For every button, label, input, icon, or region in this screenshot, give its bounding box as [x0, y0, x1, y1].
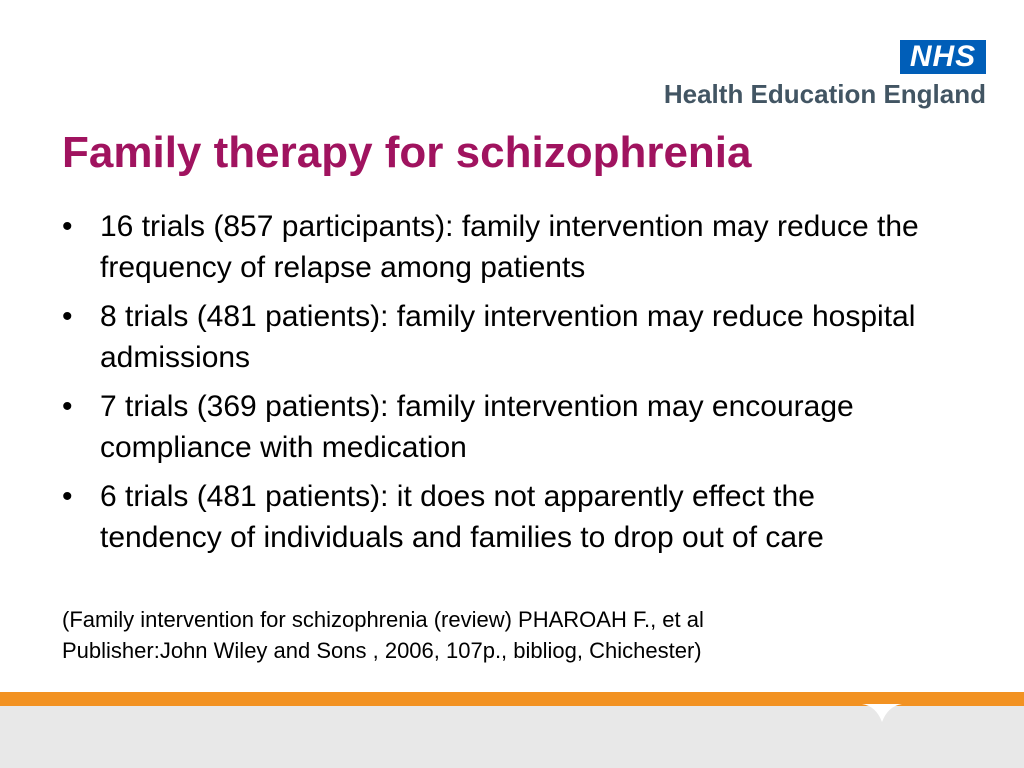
bullet-marker: • — [62, 210, 73, 243]
bullet-marker: • — [62, 300, 73, 333]
bullet-text: 6 trials (481 patients): it does not apparently effect the tendency of individuals and families to drop out of care — [100, 480, 824, 554]
nhs-logo-box: NHS — [900, 40, 986, 74]
nhs-hee-logo — [640, 40, 986, 112]
citation-line-1: (Family intervention for schizophrenia (review) PHAROAH F., et al — [62, 607, 704, 632]
bullet-text: 7 trials (369 patients): family intervention may encourage compliance with medication — [100, 390, 854, 464]
bullet-item-2 — [62, 296, 942, 378]
bullet-marker: • — [62, 390, 73, 423]
bullet-text: 8 trials (481 patients): family intervention may reduce hospital admissions — [100, 300, 916, 374]
bullet-item-3 — [62, 386, 942, 468]
bullet-text: 16 trials (857 participants): family intervention may reduce the frequency of relapse among patients — [100, 210, 919, 284]
bullet-marker: • — [62, 480, 73, 513]
bullet-item-4 — [62, 476, 942, 558]
citation-line-2: Publisher:John Wiley and Sons , 2006, 107p., bibliog, Chichester) — [62, 638, 702, 663]
organisation-name: Health Education England — [663, 79, 986, 109]
bullet-item-1 — [62, 206, 942, 288]
citation — [62, 604, 962, 666]
footer-notch-shape — [862, 704, 902, 726]
slide-title: Family therapy for schizophrenia — [62, 128, 752, 177]
bullet-list — [62, 206, 942, 566]
